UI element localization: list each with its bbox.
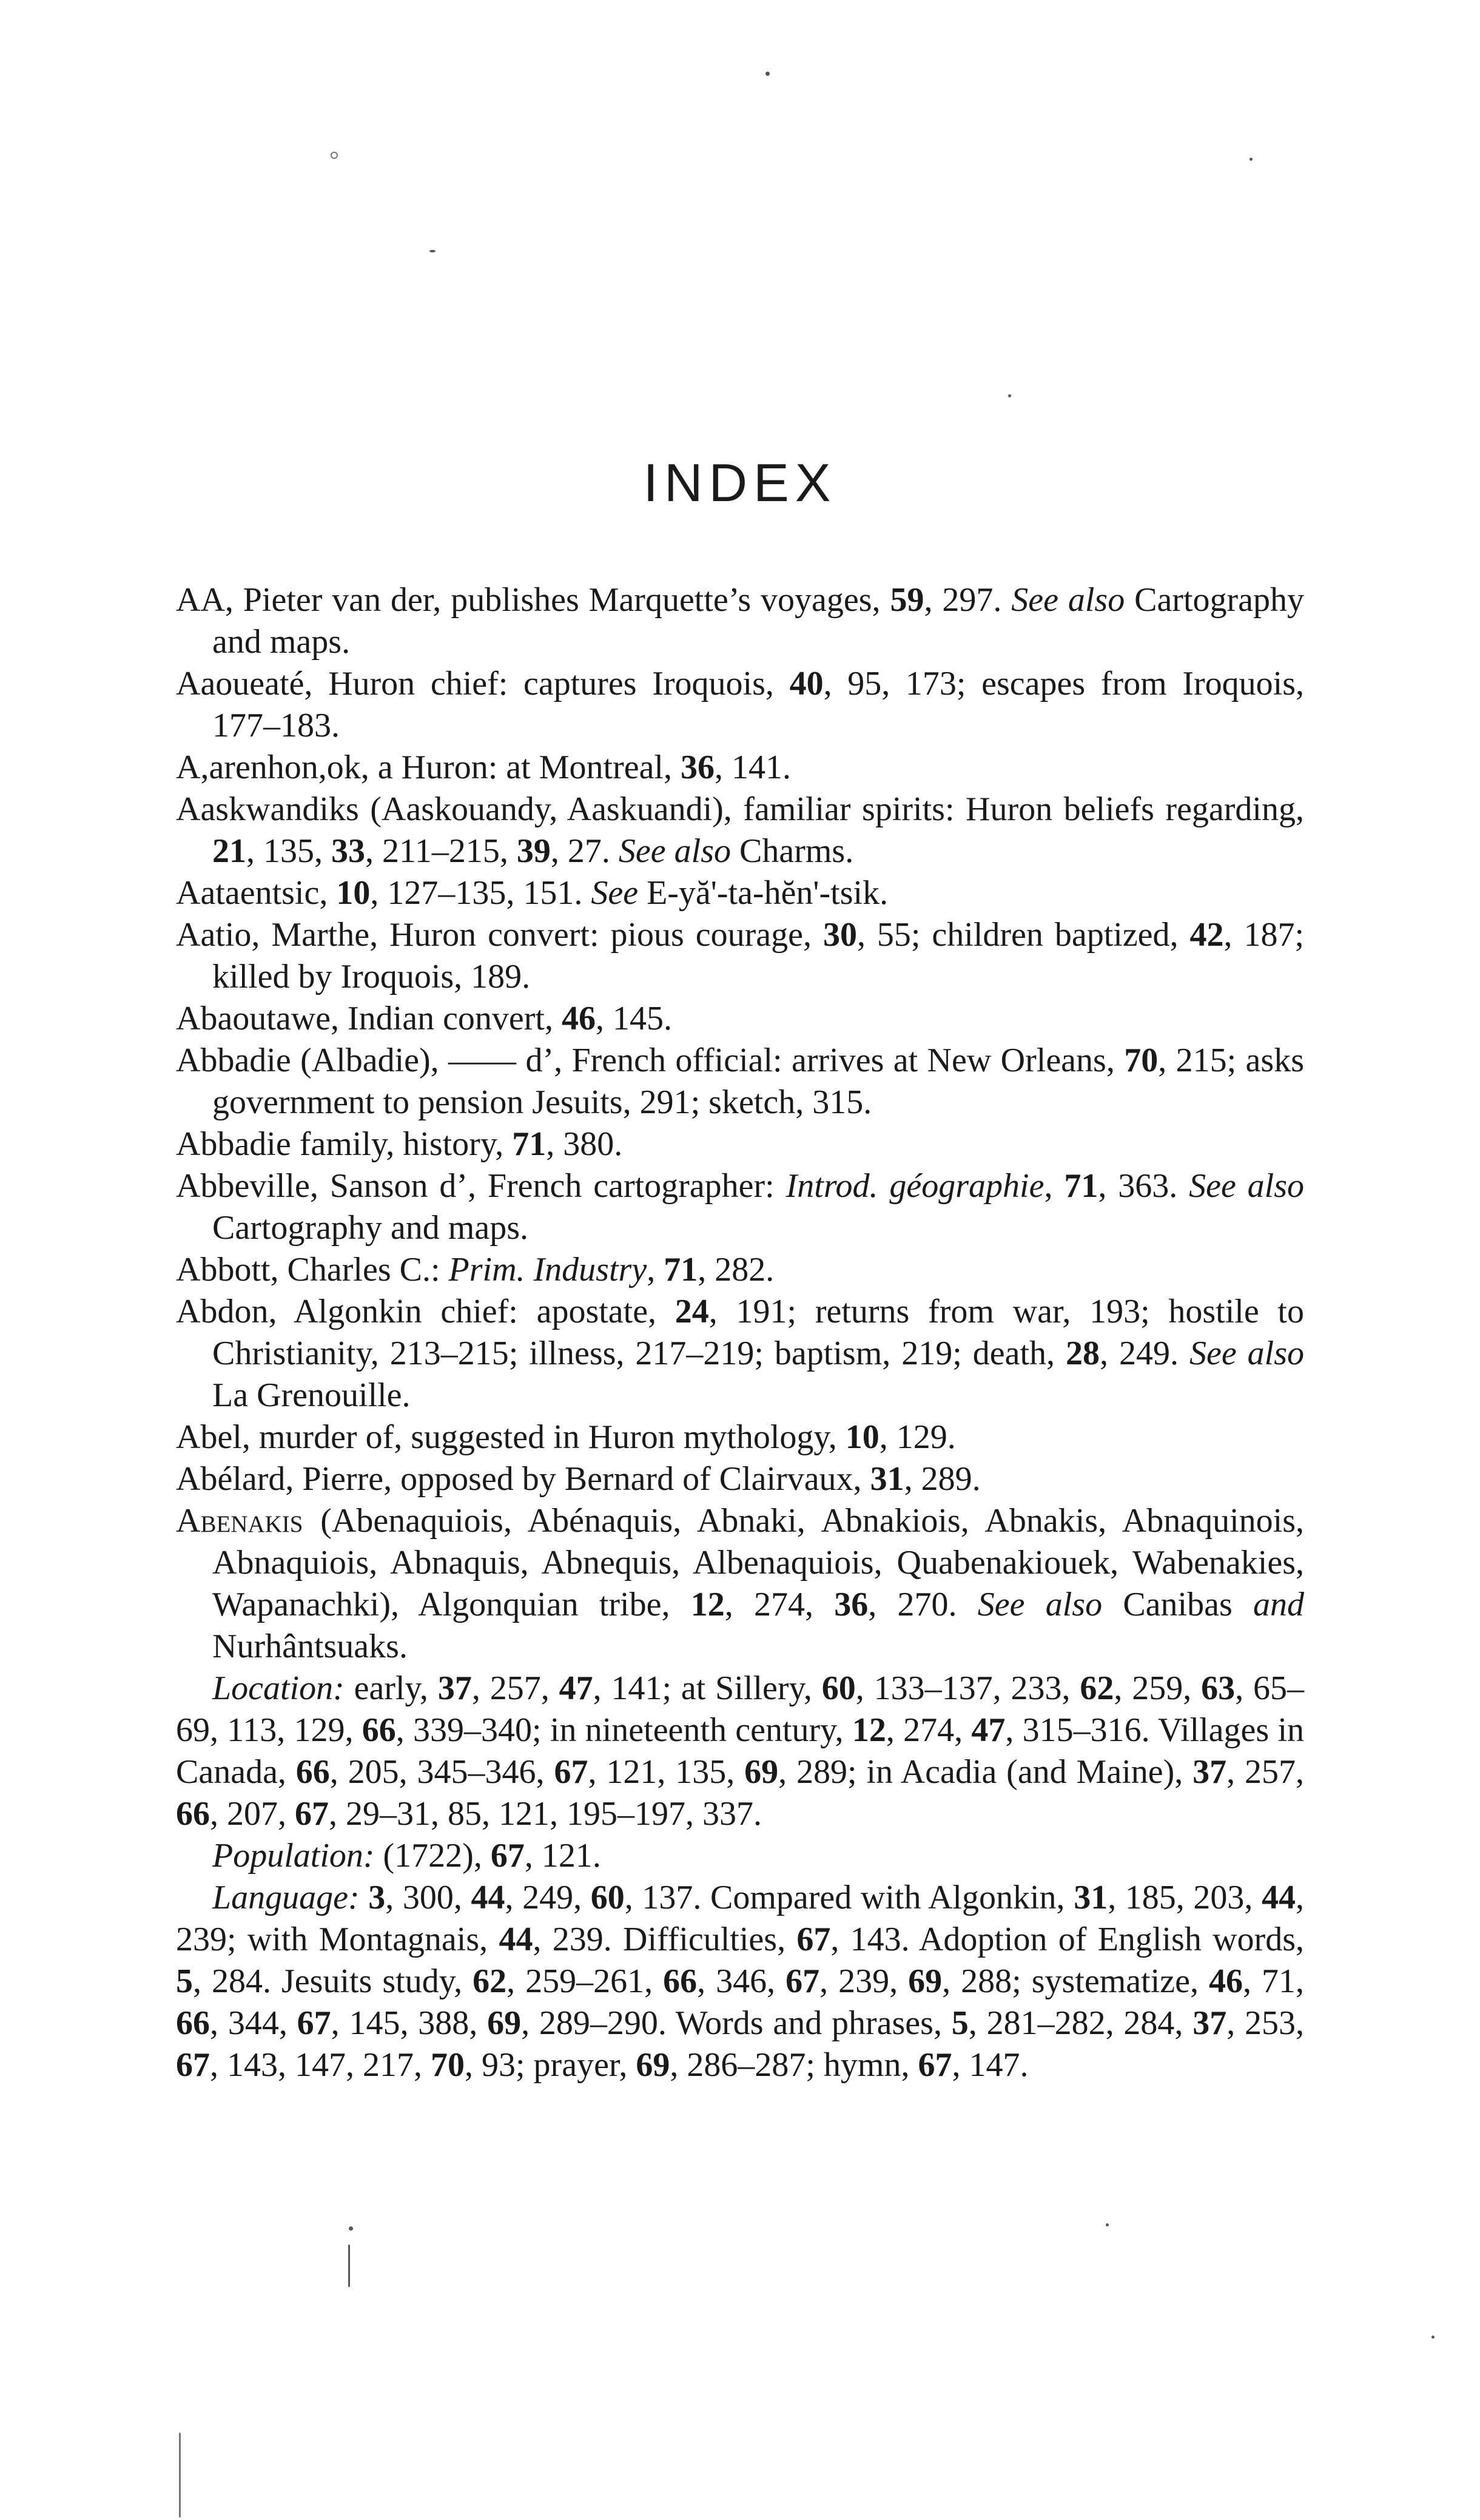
entry-text: AA, Pieter van der, publishes Marquette’s voyages, — [176, 581, 890, 619]
volume-number: 37 — [1192, 1753, 1227, 1791]
index-entry — [176, 789, 1304, 872]
volume-number: 67 — [176, 2046, 210, 2084]
entry-text: , 257, — [471, 1669, 559, 1707]
volume-number: 71 — [512, 1125, 547, 1163]
scan-speck — [1250, 158, 1253, 161]
volume-number: 66 — [362, 1711, 396, 1749]
entry-text: , 282. — [698, 1251, 775, 1289]
index-entry — [176, 1500, 1304, 1668]
entry-text: , 239. Difficulties, — [533, 1921, 797, 1958]
volume-number: 60 — [590, 1879, 625, 1916]
italic-text: See also — [1011, 581, 1125, 619]
entry-text: Abélard, Pierre, opposed by Bernard of Clairvaux, — [176, 1460, 870, 1498]
italic-text: and — [1253, 1586, 1305, 1623]
volume-number: 44 — [499, 1921, 533, 1958]
entry-text: , 71, — [1242, 1962, 1304, 2000]
entry-text: , 363. — [1098, 1167, 1189, 1205]
index-entry — [176, 1291, 1304, 1417]
scan-speck — [765, 72, 770, 76]
volume-number: 66 — [176, 1795, 210, 1833]
scan-speck — [1106, 2223, 1109, 2226]
entry-text: , 147. — [952, 2046, 1029, 2084]
index-entry — [176, 1249, 1304, 1291]
volume-number: 66 — [295, 1753, 330, 1791]
volume-number: 47 — [559, 1669, 593, 1707]
entry-text: , 27. — [550, 832, 619, 870]
volume-number: 28 — [1066, 1335, 1100, 1372]
entry-text: , 289–290. Words and phrases, — [521, 2004, 952, 2042]
entry-text: Cartography and maps. — [212, 581, 1305, 661]
entry-text: , 143. Adoption of English words, — [830, 1921, 1304, 1958]
entry-text: Abel, murder of, suggested in Huron mythology, — [176, 1418, 846, 1456]
entry-text: , 274, — [886, 1711, 972, 1749]
volume-number: 10 — [336, 874, 371, 912]
index-entry — [176, 872, 1304, 914]
italic-text: Location: — [212, 1669, 345, 1707]
entry-text: , 239; with Montagnais, — [176, 1879, 1305, 1958]
entry-text: , 297. — [924, 581, 1012, 619]
entry-text: , 135, — [246, 832, 331, 870]
entry-text: , 205, 345–346, — [329, 1753, 554, 1791]
entry-text: , 211–215, — [365, 832, 517, 870]
index-entry — [176, 1417, 1304, 1458]
italic-text: See — [591, 874, 639, 912]
entry-text: , 185, 203, — [1108, 1879, 1262, 1916]
volume-number: 33 — [331, 832, 365, 870]
scan-speck — [348, 2245, 350, 2287]
volume-number: 39 — [516, 832, 551, 870]
entry-text: , 274, — [724, 1586, 835, 1623]
entry-text: Aatio, Marthe, Huron convert: pious courage, — [176, 916, 823, 954]
entry-text: Nurhântsuaks. — [212, 1628, 408, 1665]
volume-number: 69 — [636, 2046, 670, 2084]
volume-number: 47 — [971, 1711, 1006, 1749]
index-entry — [176, 579, 1304, 663]
volume-number: 60 — [821, 1669, 856, 1707]
entry-text: Abaoutawe, Indian convert, — [176, 1000, 562, 1037]
entry-text: , 281–282, 284, — [968, 2004, 1193, 2042]
entry-text: , 339–340; in nineteenth century, — [395, 1711, 852, 1749]
volume-number: 62 — [1080, 1669, 1114, 1707]
volume-number: 44 — [471, 1879, 505, 1916]
volume-number: 30 — [822, 916, 857, 954]
volume-number: 12 — [852, 1711, 886, 1749]
entry-text: , 239, — [819, 1962, 909, 2000]
italic-text: Prim. Industry — [448, 1251, 647, 1289]
volume-number: 40 — [789, 665, 824, 702]
entry-text: Abbadie (Albadie), —— d’, French official: arrives at New Orleans, — [176, 1042, 1125, 1079]
entry-text — [360, 1879, 369, 1916]
index-subentry — [176, 1835, 1304, 1877]
entry-text: , 315–316. Villages in Canada, — [176, 1711, 1305, 1791]
scan-speck — [349, 2226, 353, 2231]
italic-text: Introd. géographie — [785, 1167, 1044, 1205]
entry-text: Aaoueaté, Huron chief: captures Iroquois, — [176, 665, 790, 702]
italic-text: See also — [977, 1586, 1103, 1623]
entry-text: early, — [344, 1669, 438, 1707]
volume-number: 3 — [368, 1879, 386, 1916]
volume-number: 37 — [437, 1669, 472, 1707]
index-entry — [176, 747, 1304, 789]
entry-text: , 55; children baptized, — [856, 916, 1190, 954]
entry-text: , 270. — [868, 1586, 978, 1623]
entry-text: , — [1044, 1167, 1065, 1205]
entry-text: , 145. — [596, 1000, 672, 1037]
volume-number: 46 — [562, 1000, 596, 1037]
volume-number: 5 — [176, 1962, 193, 2000]
entry-text: , 257, — [1226, 1753, 1305, 1791]
entry-text: , 65–69, 113, 129, — [176, 1669, 1305, 1749]
entry-text: Abbadie family, history, — [176, 1125, 513, 1163]
entry-text: Cartography and maps. — [212, 1209, 528, 1247]
entry-text: (Abenaquiois, Abénaquis, Abnaki, Abnakiois, Abnakis, Abnaquinois, Abnaquiois, Abnaquis, Abnequis, Albenaquiois, Quabenakiouek, Wabenakies, Wapanachki), Algonquian tribe, — [212, 1502, 1304, 1623]
entry-text: , 191; returns from war, 193; hostile to Christianity, 213–215; illness, 217–219; baptism, 219; death, — [212, 1293, 1304, 1372]
italic-text: Language: — [212, 1879, 360, 1916]
volume-number: 71 — [664, 1251, 698, 1289]
entry-text: , 344, — [210, 2004, 297, 2042]
index-entry — [176, 1124, 1304, 1165]
index-entry — [176, 998, 1304, 1040]
index-entry — [176, 1165, 1304, 1249]
scan-speck — [1008, 394, 1011, 397]
scan-speck — [179, 2433, 181, 2518]
entry-text: , 207, — [210, 1795, 295, 1833]
entry-text: , 141. — [715, 749, 791, 786]
volume-number: 24 — [674, 1293, 709, 1330]
volume-number: 67 — [918, 2046, 952, 2084]
entry-text: , 129. — [879, 1418, 956, 1456]
entry-text: , 249, — [505, 1879, 591, 1916]
volume-number: 67 — [295, 1795, 329, 1833]
volume-number: 59 — [890, 581, 924, 619]
volume-number: 67 — [297, 2004, 331, 2042]
volume-number: 66 — [663, 1962, 698, 2000]
entry-text: , 143, 147, 217, — [210, 2046, 431, 2084]
volume-number: 70 — [431, 2046, 465, 2084]
italic-text: See also — [618, 832, 731, 870]
volume-number: 69 — [908, 1962, 943, 2000]
index-subentry — [176, 1668, 1304, 1835]
entry-text: Aaskwandiks (Aaskouandy, Aaskuandi), familiar spirits: Huron beliefs regarding, — [176, 790, 1304, 828]
volume-number: 21 — [212, 832, 246, 870]
entry-text: , 249. — [1100, 1335, 1189, 1372]
entry-text: La Grenouille. — [212, 1376, 411, 1414]
volume-number: 31 — [870, 1460, 904, 1498]
volume-number: 36 — [681, 749, 715, 786]
index-subentry — [176, 1877, 1304, 2086]
volume-number: 5 — [951, 2004, 969, 2042]
entry-text: , 93; prayer, — [465, 2046, 636, 2084]
entry-text: , 127–135, 151. — [370, 874, 591, 912]
scan-speck — [1431, 2336, 1435, 2339]
volume-number: 70 — [1124, 1042, 1159, 1079]
volume-number: 67 — [554, 1753, 588, 1791]
index-entry — [176, 1458, 1304, 1500]
entry-text: Abbott, Charles C.: — [176, 1251, 449, 1289]
volume-number: 44 — [1262, 1879, 1296, 1916]
entry-text: , 187; killed by Iroquois, 189. — [212, 916, 1305, 996]
entry-text: E-yă'-ta-hĕn'-tsik. — [638, 874, 889, 912]
index-entry — [176, 663, 1304, 747]
entry-text: (1722), — [374, 1837, 491, 1875]
entry-text: , 300, — [385, 1879, 471, 1916]
entry-text: , 137. Compared with Algonkin, — [624, 1879, 1074, 1916]
entry-text: A,arenhon,ok, a Huron: at Montreal, — [176, 749, 681, 786]
entry-text: , 95, 173; escapes from Iroquois, 177–183. — [212, 665, 1304, 744]
volume-number: 42 — [1189, 916, 1224, 954]
italic-text: See also — [1189, 1335, 1305, 1372]
entry-text: , 289; in Acadia (and Maine), — [778, 1753, 1193, 1791]
entry-text: , 145, 388, — [331, 2004, 488, 2042]
italic-text: Population: — [212, 1837, 375, 1875]
scan-speck — [429, 250, 436, 252]
volume-number: 67 — [796, 1921, 831, 1958]
volume-number: 71 — [1064, 1167, 1098, 1205]
entry-text: Canibas — [1102, 1586, 1254, 1623]
volume-number: 37 — [1192, 2004, 1227, 2042]
scan-speck — [331, 152, 338, 159]
italic-text: See also — [1189, 1167, 1305, 1205]
volume-number: 46 — [1208, 1962, 1243, 2000]
entry-text: , 259–261, — [506, 1962, 664, 2000]
volume-number: 67 — [490, 1837, 525, 1875]
index-entry — [176, 1040, 1304, 1124]
entry-text: , 29–31, 85, 121, 195–197, 337. — [329, 1795, 762, 1833]
volume-number: 63 — [1201, 1669, 1236, 1707]
entry-text: Abdon, Algonkin chief: apostate, — [176, 1293, 675, 1330]
volume-number: 67 — [785, 1962, 820, 2000]
entry-text: , 215; asks government to pension Jesuits, 291; sketch, 315. — [212, 1042, 1304, 1121]
entry-text: , 121, 135, — [588, 1753, 745, 1791]
entry-text: , 288; systematize, — [942, 1962, 1209, 2000]
volume-number: 31 — [1074, 1879, 1108, 1916]
page-title: INDEX — [643, 453, 837, 513]
volume-number: 10 — [845, 1418, 880, 1456]
index-entry — [176, 914, 1304, 998]
entry-text: , 253, — [1226, 2004, 1305, 2042]
volume-number: 62 — [473, 1962, 507, 2000]
entry-text: , 259, — [1114, 1669, 1202, 1707]
volume-number: 66 — [176, 2004, 210, 2042]
entry-text: , 286–287; hymn, — [670, 2046, 918, 2084]
entry-text: , 121. — [524, 1837, 601, 1875]
entry-text: , 284. Jesuits study, — [193, 1962, 473, 2000]
index-entries — [176, 579, 1304, 2086]
volume-number: 69 — [744, 1753, 779, 1791]
entry-text: Abbeville, Sanson d’, French cartographer: — [176, 1167, 786, 1205]
volume-number: 12 — [690, 1586, 725, 1623]
entry-text: Charms. — [730, 832, 854, 870]
entry-text: , 289. — [904, 1460, 981, 1498]
entry-text: Aataentsic, — [176, 874, 337, 912]
entry-text: , 380. — [546, 1125, 623, 1163]
entry-text: , 133–137, 233, — [855, 1669, 1080, 1707]
entry-text: , 346, — [697, 1962, 786, 2000]
entry-text: Abenakis — [176, 1502, 303, 1540]
entry-text: , 141; at Sillery, — [593, 1669, 822, 1707]
volume-number: 36 — [834, 1586, 869, 1623]
entry-text: , — [647, 1251, 664, 1289]
volume-number: 69 — [487, 2004, 522, 2042]
